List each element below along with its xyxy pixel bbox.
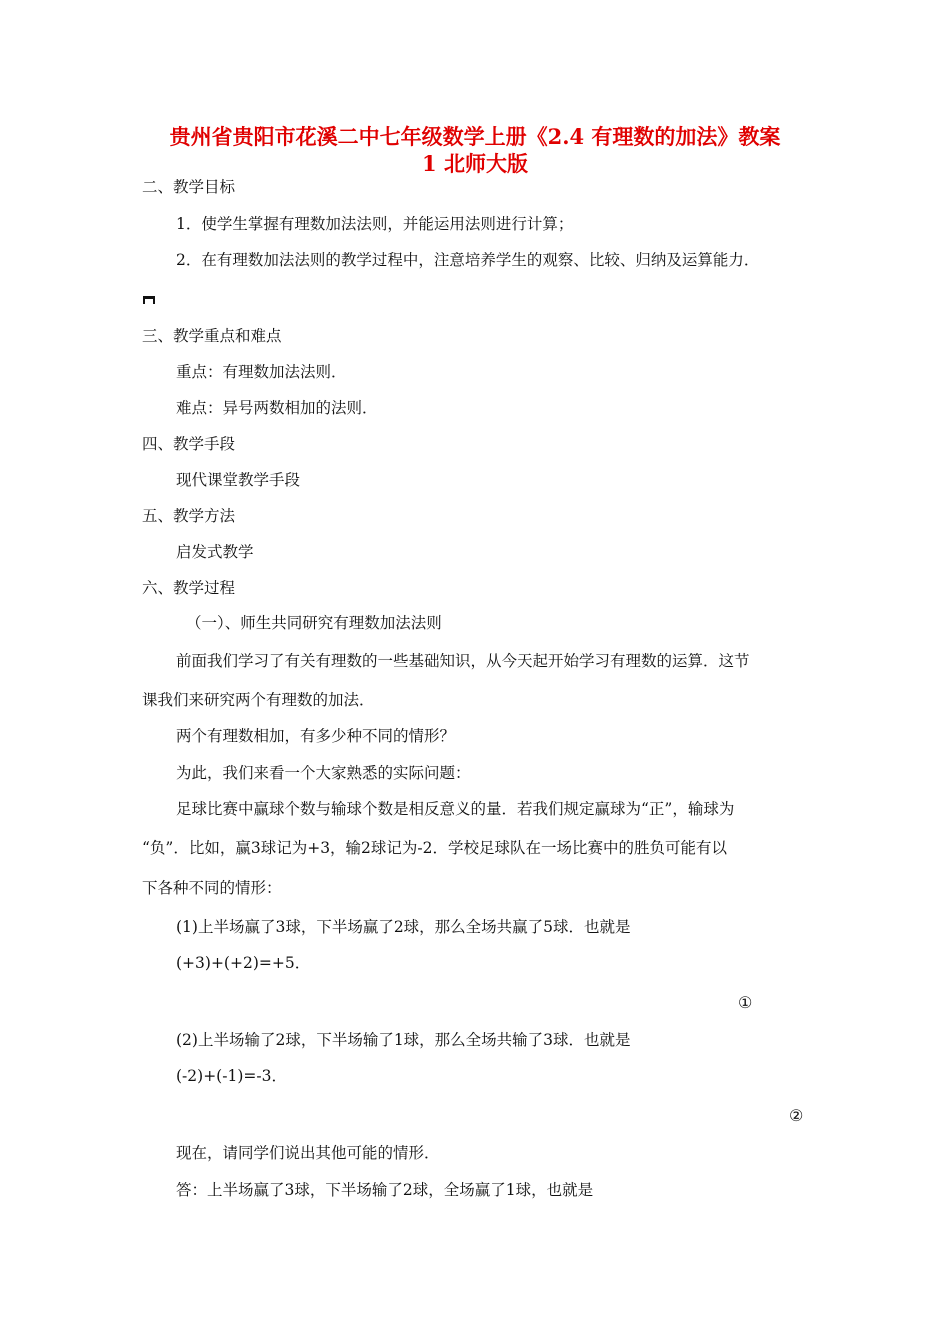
paragraph-4b: “负”．比如，赢3球记为+3，输2球记为-2．学校足球队在一场比赛中的胜负可能有以 bbox=[142, 839, 728, 857]
means-heading: 四、教学手段 bbox=[142, 435, 236, 453]
document-title-line1: 贵州省贵阳市花溪二中七年级数学上册《2.4 有理数的加法》教案 bbox=[169, 124, 781, 149]
equation-number-1: ① bbox=[738, 993, 753, 1012]
paragraph-3: 为此，我们来看一个大家熟悉的实际问题： bbox=[176, 764, 471, 782]
goal-2: 2．在有理数加法法则的教学过程中，注意培养学生的观察、比较、归纳及运算能力． bbox=[176, 251, 760, 269]
equation-number-2: ② bbox=[789, 1106, 804, 1125]
process-heading: 六、教学过程 bbox=[142, 579, 236, 597]
paragraph-4c: 下各种不同的情形： bbox=[142, 879, 282, 897]
paragraph-2: 两个有理数相加，有多少种不同的情形？ bbox=[176, 727, 456, 745]
bracket-mark bbox=[143, 296, 155, 304]
method-heading: 五、教学方法 bbox=[142, 507, 236, 525]
goals-heading: 二、教学目标 bbox=[142, 178, 236, 196]
difficulty-point: 难点：异号两数相加的法则． bbox=[176, 399, 378, 417]
method-text: 启发式教学 bbox=[176, 543, 254, 561]
key-heading: 三、教学重点和难点 bbox=[142, 327, 282, 345]
means-text: 现代课堂教学手段 bbox=[176, 471, 301, 489]
paragraph-1a: 前面我们学习了有关有理数的一些基础知识，从今天起开始学习有理数的运算．这节 bbox=[176, 652, 750, 670]
document-title-line2: 1 北师大版 bbox=[422, 151, 528, 176]
key-point: 重点：有理数加法法则． bbox=[176, 363, 347, 381]
sub-section-1: （一）、师生共同研究有理数加法法则 bbox=[186, 614, 442, 632]
answer-line: 答：上半场赢了3球，下半场输了2球，全场赢了1球，也就是 bbox=[176, 1181, 594, 1199]
equation-1: (+3)+(+2)=+5． bbox=[176, 954, 311, 972]
paragraph-5: 现在，请同学们说出其他可能的情形． bbox=[176, 1144, 440, 1162]
paragraph-4a: 足球比赛中赢球个数与输球个数是相反意义的量．若我们规定赢球为“正”，输球为 bbox=[176, 800, 735, 818]
goal-1: 1．使学生掌握有理数加法法则，并能运用法则进行计算； bbox=[176, 215, 574, 233]
case-2: (2)上半场输了2球，下半场输了1球，那么全场共输了3球．也就是 bbox=[176, 1031, 631, 1049]
paragraph-1b: 课我们来研究两个有理数的加法． bbox=[142, 691, 375, 709]
equation-2: (-2)+(-1)=-3． bbox=[176, 1067, 287, 1085]
case-1: (1)上半场赢了3球，下半场赢了2球，那么全场共赢了5球．也就是 bbox=[176, 918, 631, 936]
